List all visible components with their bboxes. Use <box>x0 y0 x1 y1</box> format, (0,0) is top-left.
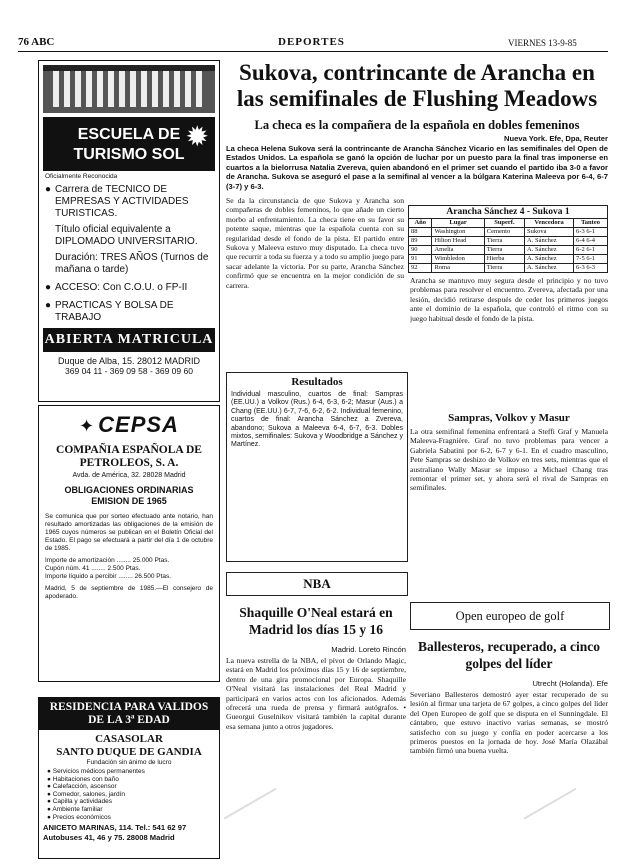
table-row <box>409 237 608 246</box>
table-cell: A. Sánchez <box>525 255 574 264</box>
table-header: Tanteo <box>574 219 608 228</box>
residencia-ad <box>38 697 220 859</box>
table-cell: Tierra <box>484 237 524 246</box>
table-header: Superf. <box>484 219 524 228</box>
table-cell: Tierra <box>484 264 524 273</box>
table-cell: A. Sánchez <box>525 246 574 255</box>
escuela-item: ● Carrera de TECNICO DE EMPRESAS Y ACTIVIDADES TURISTICAS. <box>45 184 189 219</box>
header-rule <box>18 51 608 52</box>
table-cell: Washington <box>432 228 484 237</box>
main-column-2: Arancha se mantuvo muy segura desde el principio y no tuvo problemas para resolver el encuentro. Zvereva, afectada por una lesión, decidió retirarse después de ceder los primeros juegos ante el dominio de la española, que controló el ritmo con su juego habitual desde el fondo de la pista. <box>410 276 608 323</box>
table-cell: Hierba <box>484 255 524 264</box>
main-lead: La checa Helena Sukova será la contrincante de Arancha Sánchez Vicario en las semifinales del Open de Estados Unidos. La española se ganó la opción de luchar por un puesto para la final tras imponerse en cuartos a la bielorrusa Natalia Zvereva, quien abandonó en el primer set cuando el partido iba 3-0 a favor de Arancha. Sukova se aseguró el pase a la semifinal al vencer a la búlgara Katerina Maleeva por 6-4, 6-7 (3-7) y 6-3. <box>226 144 608 191</box>
residencia-name: CASASOLAR SANTO DUQUE DE GANDIA <box>56 733 202 758</box>
nba-label: NBA <box>303 576 331 591</box>
table-header: Lugar <box>432 219 484 228</box>
residencia-addr-2: Autobuses 41, 46 y 75. 28008 Madrid <box>43 833 175 843</box>
residencia-addr-1: ANICETO MARINAS, 114. Tel.: 541 62 97 <box>43 823 187 833</box>
table-cell: 6-3 6-1 <box>574 228 608 237</box>
nba-label-box <box>226 572 408 596</box>
table-row <box>409 228 608 237</box>
cepsa-body: Se comunica que por sorteo efectuado ante notario, han resultado amortizadas las obligaciones de la emisión de 1965 cuyos números se publican en el Boletín Oficial del Estado. El pago se efectuará a partir del día 1 de octubre de 1985. <box>45 513 213 552</box>
escuela-title <box>43 117 215 171</box>
cepsa-ad <box>38 405 220 682</box>
residencia-item: ● Servicios médicos permanentes <box>47 768 145 775</box>
table-cell: 6-4 6-4 <box>574 237 608 246</box>
table-cell: 90 <box>409 246 432 255</box>
table-header: Vencedora <box>525 219 574 228</box>
table-title: Arancha Sánchez 4 - Sukova 1 <box>408 205 608 218</box>
table-cell: Amelia <box>432 246 484 255</box>
results-box <box>226 372 408 562</box>
main-column-1: Se da la circunstancia de que Sukova y Arancha son compañeras de dobles femeninos, lo que añade un cierto morbo al enfrentamiento. La checa tiene en su favor su potente saque, mientras que la española cuenta con su regularidad desde el fondo de la pista. El partido entre Sukova y Maleeva estuvo muy disputado. La checa tuvo que recurrir a toda su fuerza y a todo su amplio juego para sacar adelante la victoria. Por su parte, Arancha Sánchez confirmó que se encuentra en la mejor condición de su carrera. <box>226 196 404 290</box>
sampras-title: Sampras, Volkov y Masur <box>448 412 570 424</box>
table-cell: 7-5 6-1 <box>574 255 608 264</box>
cepsa-obligaciones: OBLIGACIONES ORDINARIAS EMISION DE 1965 <box>64 485 194 506</box>
residencia-item: ● Precios económicos <box>47 813 111 821</box>
main-column-3: La otra semifinal femenina enfrentará a Steffi Graf y Manuela Maleeva-Fragnière. Graf no tuvo problemas para vencer a Gabriela Sabatini por 6-2, 6-7 y 6-1. En el cuadro masculino, Pete Sampras se deshizo de Volkov en tres sets, mientras que el australiano Wally Masur se impuso a Michael Chang tras remontar el primer set, y ahora será el rival de Sampras en semifinales. <box>410 427 608 493</box>
escuela-item: Título oficial equivalente a DIPLOMADO UNIVERSITARIO. <box>55 224 198 247</box>
table-cell: Wimbledon <box>432 255 484 264</box>
residencia-item: ● Ambiente familiar <box>47 805 103 813</box>
residencia-item: ● Capilla y actividades <box>47 798 112 806</box>
escuela-item: ● PRACTICAS Y BOLSA DE TRABAJO <box>45 300 174 323</box>
results-title: Resultados <box>291 376 343 388</box>
nba-body: La nueva estrella de la NBA, el pívot de Orlando Magic, estará en Madrid los próximos días 15 y 16 de septiembre, dentro de una gira promocional por Europa. Shaquille O'Neal visitará las instalaciones del Real Madrid y participará en varios actos con los aficionados. Además ofrecerá una rueda de prensa y firmará autógrafos. • Gueorgui Guselnikov visitará también la capital durante esa semana junto a otros jugadores. <box>226 656 406 731</box>
golf-byline: Utrecht (Holanda). Efe <box>532 679 608 688</box>
table-cell: 6-2 6-1 <box>574 246 608 255</box>
escuela-title-1: ESCUELA DE <box>77 126 181 143</box>
page-number: 76 ABC <box>18 36 55 48</box>
table-cell: 89 <box>409 237 432 246</box>
table-cell: A. Sánchez <box>525 264 574 273</box>
escuela-items <box>45 184 213 324</box>
page-date: VIERNES 13-9-85 <box>508 38 577 48</box>
residencia-items <box>47 768 211 821</box>
nba-byline: Madrid. Loreto Rincón <box>331 645 406 654</box>
cepsa-address: Avda. de América, 32. 28028 Madrid <box>72 472 186 479</box>
main-byline: Nueva York. Efe, Dpa, Reuter <box>504 134 608 143</box>
table-cell: Roma <box>432 264 484 273</box>
residencia-item: ● Habitaciones con baño <box>47 775 119 783</box>
escuela-item: ● ACCESO: Con C.O.U. o FP-II <box>45 282 188 293</box>
escuela-phones: 369 04 11 - 369 09 58 - 369 09 60 <box>65 366 193 376</box>
escuela-title-2: TURISMO SOL <box>73 146 185 163</box>
main-headline: Sukova, contrincante de Arancha en las semifinales de Flushing Meadows <box>236 60 598 111</box>
table-cell: Cemento <box>484 228 524 237</box>
escuela-address: Duque de Alba, 15. 28012 MADRID <box>57 356 201 366</box>
residencia-item: ● Comedor, salones, jardín <box>47 790 125 798</box>
building-photo <box>43 65 215 113</box>
star-icon: ✦ <box>79 416 95 436</box>
sun-icon: ✹ <box>185 121 209 152</box>
cepsa-lines: Importe de amortización ........ 25.000 Ptas. Cupón núm. 41 ........ 2.500 Ptas. Importe líquido a percibir ........ 26.500 Ptas. <box>45 557 172 580</box>
residencia-sub: Fundación sin ánimo de lucro <box>86 759 172 766</box>
table-cell: Sukova <box>525 228 574 237</box>
table-row <box>409 255 608 264</box>
escuela-subtitle: Oficialmente Reconocida <box>45 173 118 180</box>
cepsa-footer: Madrid, 5 de septiembre de 1985.—El consejero de apoderado. <box>45 585 213 600</box>
table-cell: 6-3 6-3 <box>574 264 608 273</box>
golf-headline: Ballesteros, recuperado, a cinco golpes del líder <box>417 639 601 671</box>
results-body: Individual masculino, cuartos de final: Sampras (EE.UU.) a Volkov (Rus.) 6-4, 6-3, 6-2; Masur (Aus.) a Chang (EE.UU.) 6-7, 7-6, 6-2, 6-2. Individual femenino, cuartos de final: Arancha Sánchez a Zvereva, abandono; Sukova a Maleeva 6-4, 6-7, 6-3. Dobles mixtos, semifinales: Sukova y Woodbridge a Sánchez y Martínez. <box>231 391 403 449</box>
table-cell: Tierra <box>484 246 524 255</box>
residencia-banner: RESIDENCIA PARA VALIDOS DE LA 3ª EDAD <box>39 698 219 730</box>
table-row <box>409 246 608 255</box>
table-header: Año <box>409 219 432 228</box>
nba-headline: Shaquille O'Neal estará en Madrid los días 15 y 16 <box>239 605 393 637</box>
table-cell: 92 <box>409 264 432 273</box>
table-row <box>409 264 608 273</box>
main-subhead: La checa es la compañera de la española en dobles femeninos <box>254 118 580 132</box>
golf-body: Severiano Ballesteros demostró ayer estar recuperado de su lesión al firmar una tarjeta de 67 golpes, a cinco golpes del líder del Open Europeo de golf que se disputa en el Sunningdale. El cántabro, que estuvo inactivo varias semanas, se mostró satisfecho con su juego y confía en poder acercarse a los primeros puestos en la jornada de hoy. José María Olazábal también firmó una buena vuelta. <box>410 690 608 756</box>
escuela-item: Duración: TRES AÑOS (Turnos de mañana o tarde) <box>55 252 209 275</box>
residencia-item: ● Calefacción, ascensor <box>47 783 117 791</box>
table-cell: 91 <box>409 255 432 264</box>
head-to-head-table <box>408 205 608 273</box>
table-cell: A. Sánchez <box>525 237 574 246</box>
section-title: DEPORTES <box>278 36 345 48</box>
golf-label-box <box>410 602 610 630</box>
cepsa-logo: ✦ CEPSA <box>79 412 179 437</box>
cepsa-company: COMPAÑIA ESPAÑOLA DE PETROLEOS, S. A. <box>56 444 202 469</box>
escuela-ad <box>38 60 220 402</box>
golf-label: Open europeo de golf <box>455 609 565 623</box>
table-cell: 88 <box>409 228 432 237</box>
table-cell: Hilton Head <box>432 237 484 246</box>
matricula-banner: ABIERTA MATRICULA <box>43 328 215 352</box>
